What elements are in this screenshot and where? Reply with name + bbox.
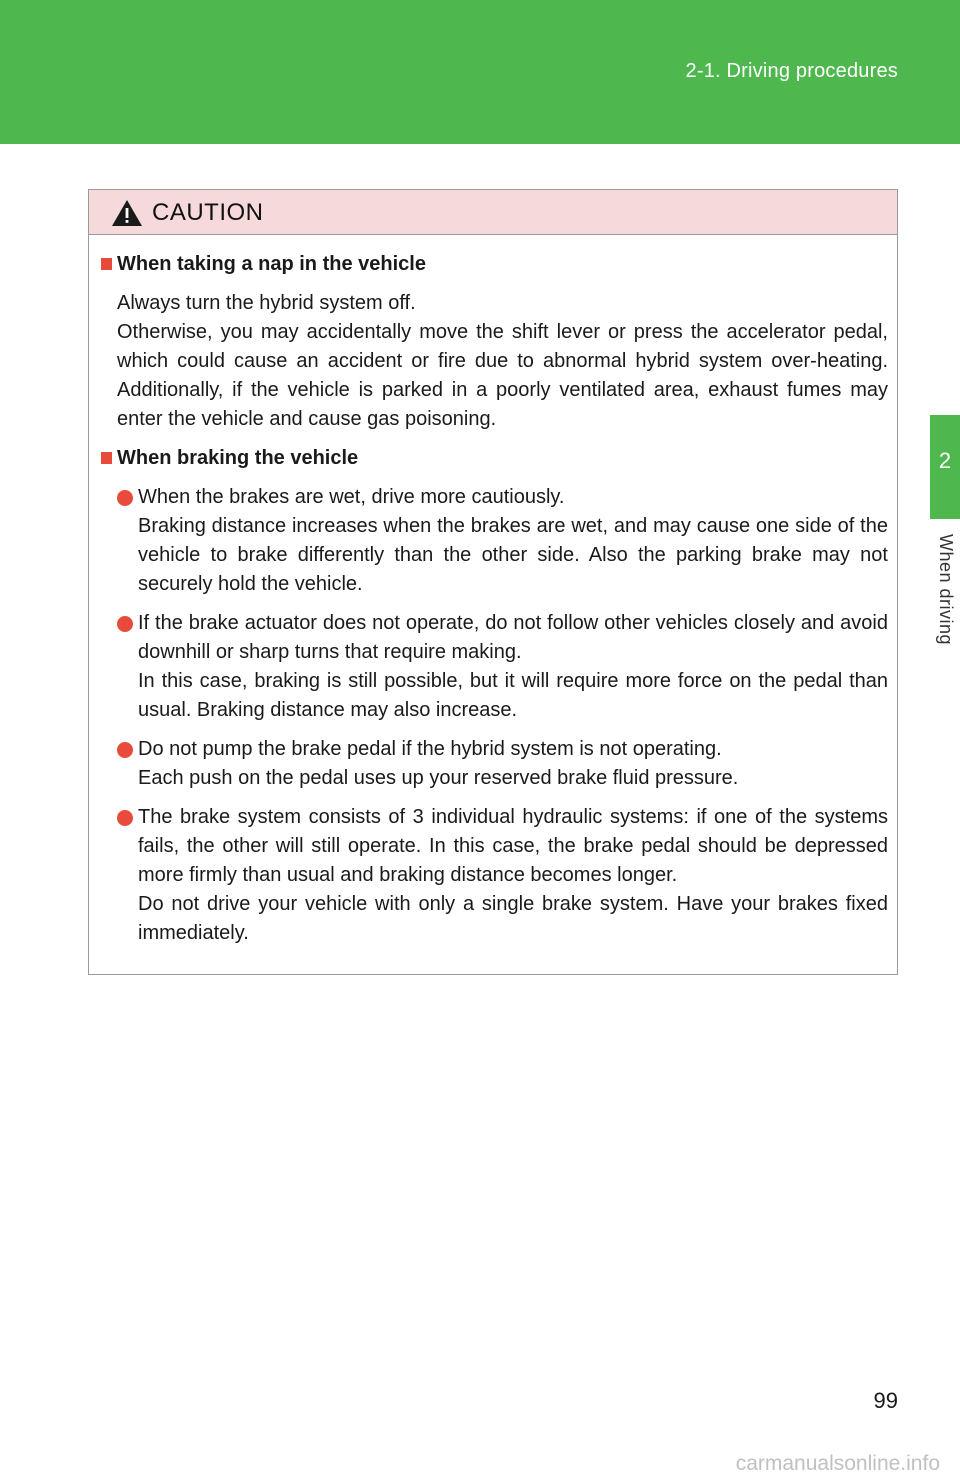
page-number: 99 [873,1388,898,1413]
caution-title: CAUTION [152,199,264,226]
list-item [101,483,888,599]
square-bullet-icon [101,452,112,464]
caution-box [88,189,898,975]
section-title: 2-1. Driving procedures [685,60,898,82]
square-bullet-icon [101,258,112,270]
section-heading-braking [101,444,888,473]
round-bullet-icon [117,616,133,632]
section-paragraph-nap [101,289,888,434]
round-bullet-icon [117,742,133,758]
section-heading-text: When taking a nap in the vehicle [117,253,426,275]
paragraph-line: Otherwise, you may accidentally move the shift lever or press the accelerator pedal, which could cause an accident or fire due to abnormal hybrid system over-heating. Additionally, if the vehicle is parked in a poorly ventilated area, exhaust fumes may enter the vehicle and cause gas poisoning. [117,321,888,430]
watermark: carmanualsonline.info [735,1452,940,1475]
section-heading-text: When braking the vehicle [117,447,359,469]
page-header [0,0,960,144]
bullet-line: If the brake actuator does not operate, do not follow other vehicles closely and avoid downhill or sharp turns that require making. [138,612,888,663]
list-item [101,609,888,725]
list-item [101,735,888,793]
round-bullet-icon [117,810,133,826]
section-heading-nap [101,250,888,279]
caution-header [89,190,897,235]
bullet-line: Each push on the pedal uses up your reserved brake fluid pressure. [138,767,739,789]
paragraph-line: Always turn the hybrid system off. [117,292,416,314]
round-bullet-icon [117,490,133,506]
chapter-label: When driving [936,534,956,646]
caution-body [101,250,888,958]
chapter-number: 2 [938,448,952,473]
warning-triangle-icon [111,199,143,227]
bullet-line: The brake system consists of 3 individual hydraulic systems: if one of the systems fails, the other will still operate. In this case, the brake pedal should be depressed more firmly than usual and braking distance becomes longer. [138,806,888,886]
list-item [101,803,888,948]
bullet-line: Do not drive your vehicle with only a single brake system. Have your brakes fixed immediately. [138,893,888,944]
bullet-line: When the brakes are wet, drive more cautiously. [138,486,565,508]
bullet-line: Braking distance increases when the brakes are wet, and may cause one side of the vehicle to brake differently than the other side. Also the parking brake may not securely hold the vehicle. [138,515,888,595]
bullet-line: Do not pump the brake pedal if the hybrid system is not operating. [138,738,722,760]
bullet-line: In this case, braking is still possible, but it will require more force on the pedal than usual. Braking distance may also increase. [138,670,888,721]
